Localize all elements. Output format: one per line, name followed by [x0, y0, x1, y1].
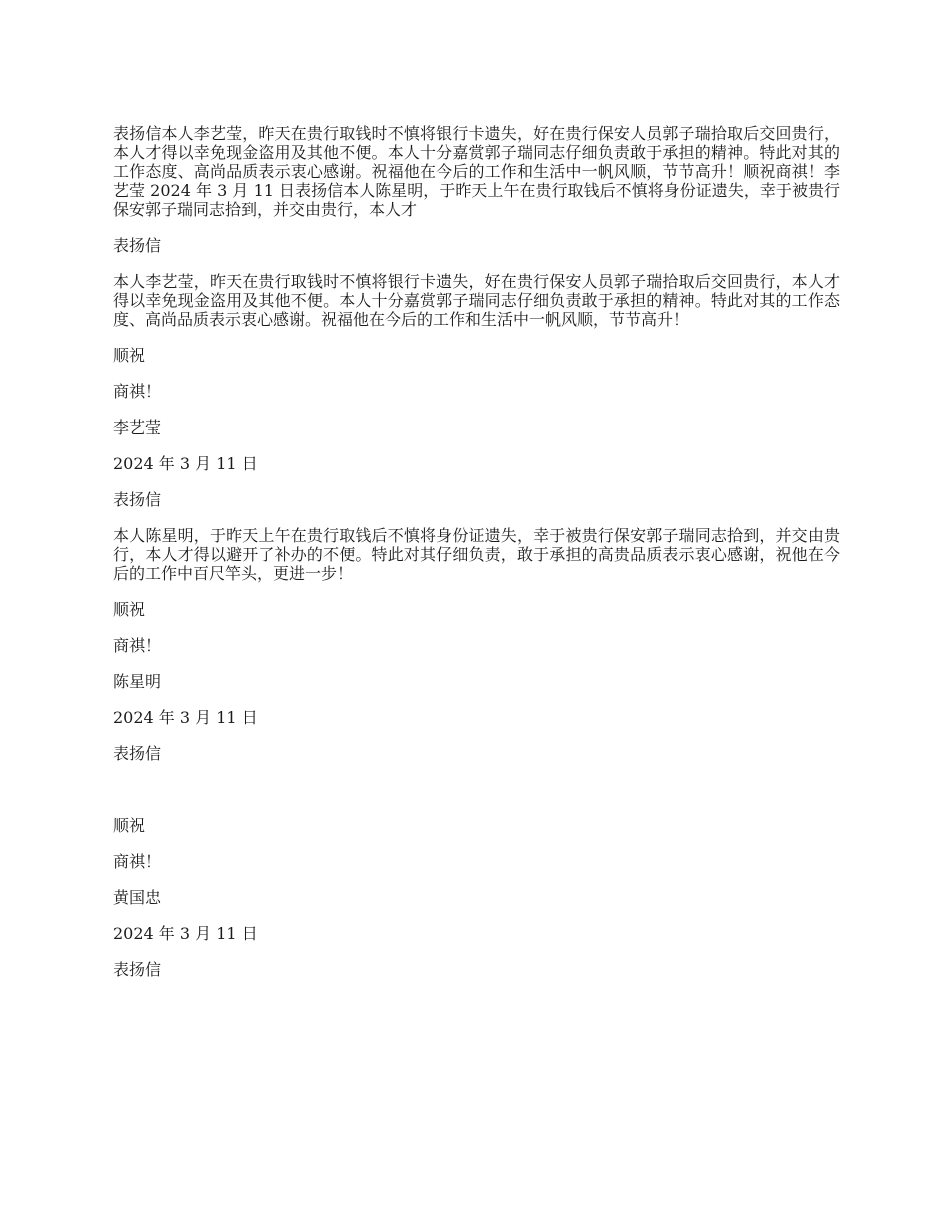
letter-2-title: 表扬信 [113, 490, 162, 509]
letter-1-closing: 顺祝 [113, 346, 146, 365]
letter-2-salutation: 商祺！ [113, 636, 162, 655]
letter-1-body: 本人李艺莹，昨天在贵行取钱时不慎将银行卡遗失，好在贵行保安人员郭子瑞拾取后交回贵行，本人才得以幸免现金盗用及其他不便。本人十分嘉赏郭子瑞同志仔细负责敢于承担的精神。特此对其的工作态度、高尚品质表示衷心感谢。祝福他在今后的工作和生活中一帆风顺，节节高升！ [113, 272, 840, 329]
letter-2-date: 2024 年 3 月 11 日 [113, 708, 258, 727]
letter-3-title: 表扬信 [113, 744, 162, 763]
letter-1-date: 2024 年 3 月 11 日 [113, 454, 258, 473]
letter-1-signature: 李艺莹 [113, 418, 162, 437]
letter-3-salutation: 商祺！ [113, 852, 162, 871]
letter-2-body: 本人陈星明，于昨天上午在贵行取钱后不慎将身份证遗失，幸于被贵行保安郭子瑞同志拾到，并交由贵行，本人才得以避开了补办的不便。特此对其仔细负责，敢于承担的高贵品质表示衷心感谢，祝他在今后的工作中百尺竿头，更进一步！ [113, 526, 840, 583]
intro-paragraph: 表扬信本人李艺莹，昨天在贵行取钱时不慎将银行卡遗失，好在贵行保安人员郭子瑞拾取后交回贵行，本人才得以幸免现金盗用及其他不便。本人十分嘉赏郭子瑞同志仔细负责敢于承担的精神。特此对其的工作态度、高尚品质表示衷心感谢。祝福他在今后的工作和生活中一帆风顺，节节高升！顺祝商祺！李艺莹 2024 年 3 月 11 日表扬信本人陈星明，于昨天上午在贵行取钱后不慎将身份证遗失，幸于被贵行保安郭子瑞同志拾到，并交由贵行，本人才 [113, 124, 840, 219]
letter-3-date: 2024 年 3 月 11 日 [113, 924, 258, 943]
letter-3-signature: 黄国忠 [113, 888, 162, 907]
document-page [113, 124, 840, 996]
letter-2-signature: 陈星明 [113, 672, 162, 691]
letter-3-empty-body [113, 780, 840, 799]
letter-1-salutation: 商祺！ [113, 382, 162, 401]
trailing-title: 表扬信 [113, 960, 162, 979]
letter-1-title: 表扬信 [113, 236, 162, 255]
letter-2-closing: 顺祝 [113, 600, 146, 619]
letter-3-closing: 顺祝 [113, 816, 146, 835]
